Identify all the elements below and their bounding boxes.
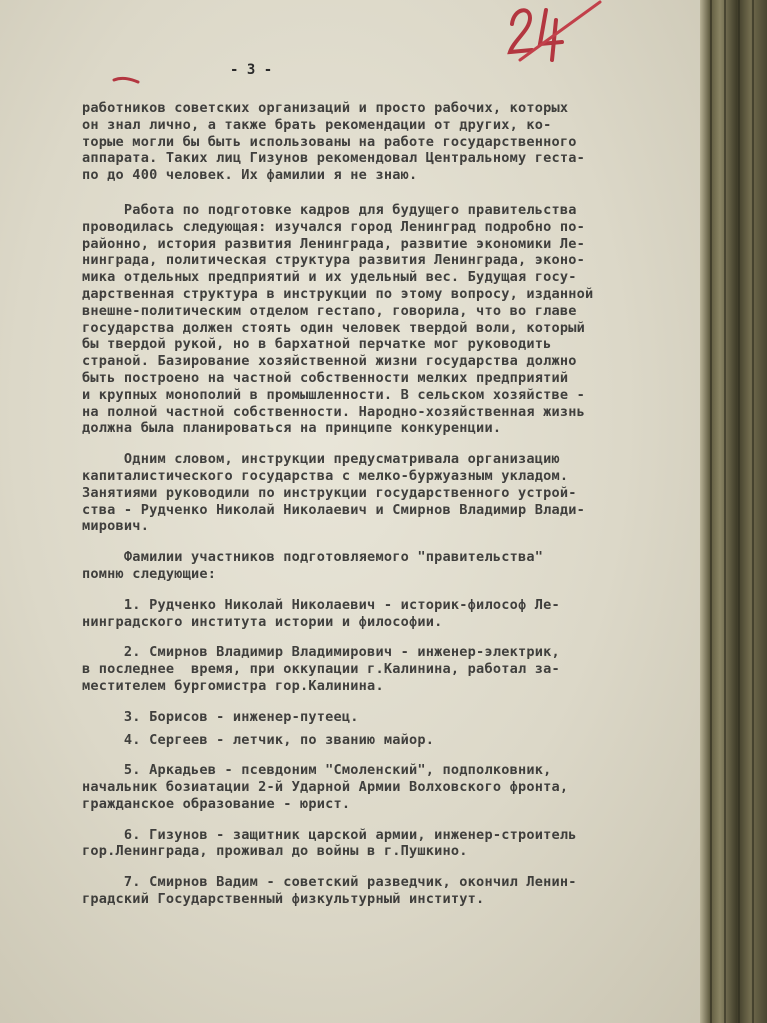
list-item-7: 7. Смирнов Вадим - советский разведчик, окончил Ленин- градский Государственный физкультурный институт. <box>82 874 577 908</box>
list-item-2: 2. Смирнов Владимир Владимирович - инженер-электрик, в последнее время, при оккупации г.Калинина, работал за- местителем бургомистра гор.Калинина. <box>82 644 560 694</box>
paragraph-3: Одним словом, инструкции предусматривала организацию капиталистического государства с мелко-буржуазным укладом. Занятиями руководили по инструкции государственного устрой- ства - Рудченко Николай Николаевич и Смирнов Владимир Влади- мирович. <box>82 451 586 535</box>
paragraph-1: работников советских организаций и просто рабочих, которых он знал лично, а также брать рекомендации от других, ко- торые могли бы быть использованы на работе государственного аппарата. Таких лиц Гизунов рекомендовал Центральному геста- по до 400 человек. Их фамилии я не знаю. <box>82 100 586 184</box>
page-number: - 3 - <box>230 62 273 78</box>
handwritten-mark <box>500 0 610 80</box>
document-text <box>82 100 702 908</box>
paragraph-2: Работа по подготовке кадров для будущего правительства проводилась следующая: изучался город Ленинград подробно по- районно, история развития Ленинграда, развитие экономики Ле- нинграда, политическая структура развития Ленинграда, эконо- мика отдельных предприятий и их удельный вес. Будущая госу- дарственная структура в инструкции по этому вопросу, изданной внешне-политическим отделом гестапо, говорила, что во главе государства должен стоять один человек твердой воли, который бы твердой рукой, но в бархатной перчатке мог руководить страной. Базирование хозяйственной жизни государства должно быть построено на частной собственности мелких предприятий и крупных монополий в промышленности. В сельском хозяйстве - на полной частной собственности. Народно-хозяйственная жизнь должна была планироваться на принципе конкуренции. <box>82 201 594 437</box>
book-binding-edge <box>700 0 767 1023</box>
red-pencil-mark <box>112 74 142 86</box>
list-item-5: 5. Аркадьев - псевдоним "Смоленский", подполковник, начальник бозиатации 2-й Ударной Армии Волховского фронта, гражданское образование - юрист. <box>82 762 569 812</box>
list-item-3: 3. Борисов - инженер-путеец. <box>82 708 359 725</box>
list-item-4: 4. Сергеев - летчик, по званию майор. <box>82 731 435 748</box>
list-item-6: 6. Гизунов - защитник царской армии, инженер-строитель гор.Ленинграда, проживал до войны в г.Пушкино. <box>82 826 577 860</box>
paragraph-4: Фамилии участников подготовляемого "правительства" помню следующие: <box>82 549 544 582</box>
list-item-1: 1. Рудченко Николай Николаевич - историк-философ Ле- нинградского института истории и философии. <box>82 596 560 630</box>
